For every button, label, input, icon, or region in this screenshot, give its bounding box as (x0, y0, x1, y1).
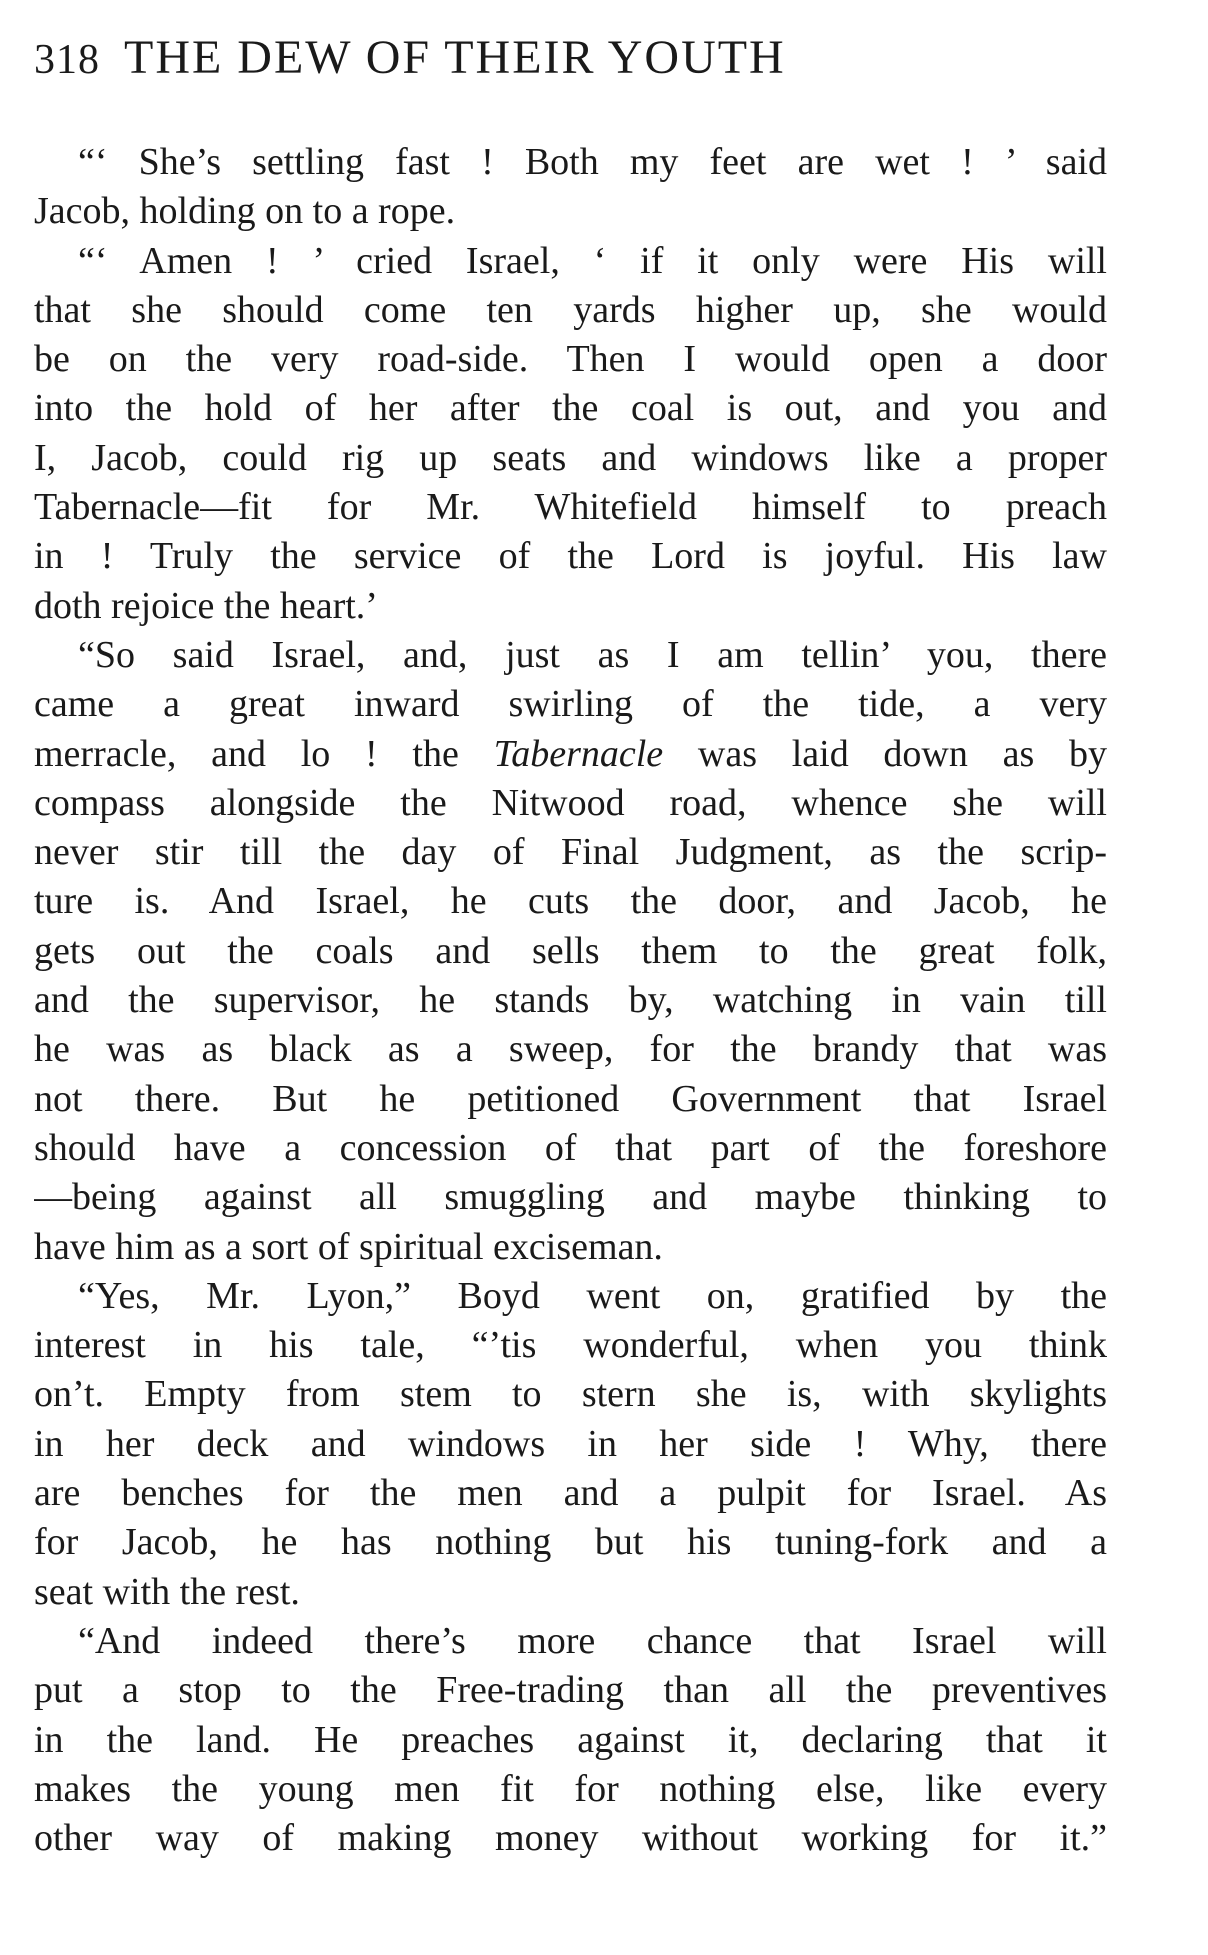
text-line: “Yes, Mr. Lyon,” Boyd went on, gratified by the (78, 1274, 1107, 1317)
text-line: —being against all smuggling and maybe thinking to (34, 1176, 1107, 1219)
text-segment: merracle, and lo ! the (34, 732, 494, 775)
text-line (34, 730, 1107, 779)
text-line: be on the very road-side. Then I would open a door (34, 338, 1107, 381)
text-line: “And indeed there’s more chance that Israel will (78, 1619, 1107, 1662)
text-line: compass alongside the Nitwood road, whence she will (34, 781, 1107, 824)
text-line: doth rejoice the heart.’ (34, 584, 378, 627)
text-line: other way of making money without working for it.” (34, 1817, 1107, 1860)
text-line: came a great inward swirling of the tide, a very (34, 683, 1107, 726)
text-line: should have a concession of that part of the foreshore (34, 1126, 1107, 1169)
text-line: “‘ Amen ! ’ cried Israel, ‘ if it only were His will (78, 239, 1107, 282)
text-line: makes the young men fit for nothing else, like every (34, 1767, 1107, 1810)
text-line: “‘ She’s settling fast ! Both my feet are wet ! ’ said (78, 141, 1107, 183)
text-line: for Jacob, he has nothing but his tuning-fork and a (34, 1521, 1107, 1564)
text-line: put a stop to the Free-trading than all the preventives (34, 1669, 1107, 1712)
text-line: “So said Israel, and, just as I am tellin’ you, there (78, 633, 1107, 676)
text-line: interest in his tale, “’tis wonderful, when you think (34, 1324, 1107, 1367)
text-line: and the supervisor, he stands by, watching in vain till (34, 979, 1107, 1022)
text-line: never stir till the day of Final Judgment, as the scrip- (34, 831, 1107, 874)
body-text (34, 138, 1107, 1863)
text-line: I, Jacob, could rig up seats and windows like a proper (34, 436, 1107, 479)
text-line: seat with the rest. (34, 1570, 300, 1613)
text-line: into the hold of her after the coal is out, and you and (34, 387, 1107, 430)
page-number: 318 (34, 37, 100, 83)
italic-title: Tabernacle (493, 732, 664, 775)
text-line: Tabernacle—fit for Mr. Whitefield himself to preach (34, 486, 1107, 529)
text-line: ture is. And Israel, he cuts the door, and Jacob, he (34, 880, 1107, 923)
text-line: in ! Truly the service of the Lord is joyful. His law (34, 535, 1107, 578)
running-title: THE DEW OF THEIR YOUTH (124, 31, 786, 84)
text-line: on’t. Empty from stem to stern she is, with skylights (34, 1373, 1107, 1416)
text-line: not there. But he petitioned Government that Israel (34, 1077, 1107, 1120)
text-line: are benches for the men and a pulpit for Israel. As (34, 1472, 1107, 1515)
text-line: gets out the coals and sells them to the great folk, (34, 929, 1107, 972)
text-line: he was as black as a sweep, for the brandy that was (34, 1028, 1107, 1071)
text-segment: was laid down as by (663, 732, 1107, 775)
text-line: Jacob, holding on to a rope. (34, 190, 456, 233)
text-line: in her deck and windows in her side ! Why, there (34, 1422, 1107, 1465)
text-line: have him as a sort of spiritual exciseman. (34, 1225, 663, 1268)
text-line: that she should come ten yards higher up, she would (34, 288, 1107, 331)
text-line: in the land. He preaches against it, declaring that it (34, 1718, 1107, 1761)
running-head (34, 30, 1114, 90)
